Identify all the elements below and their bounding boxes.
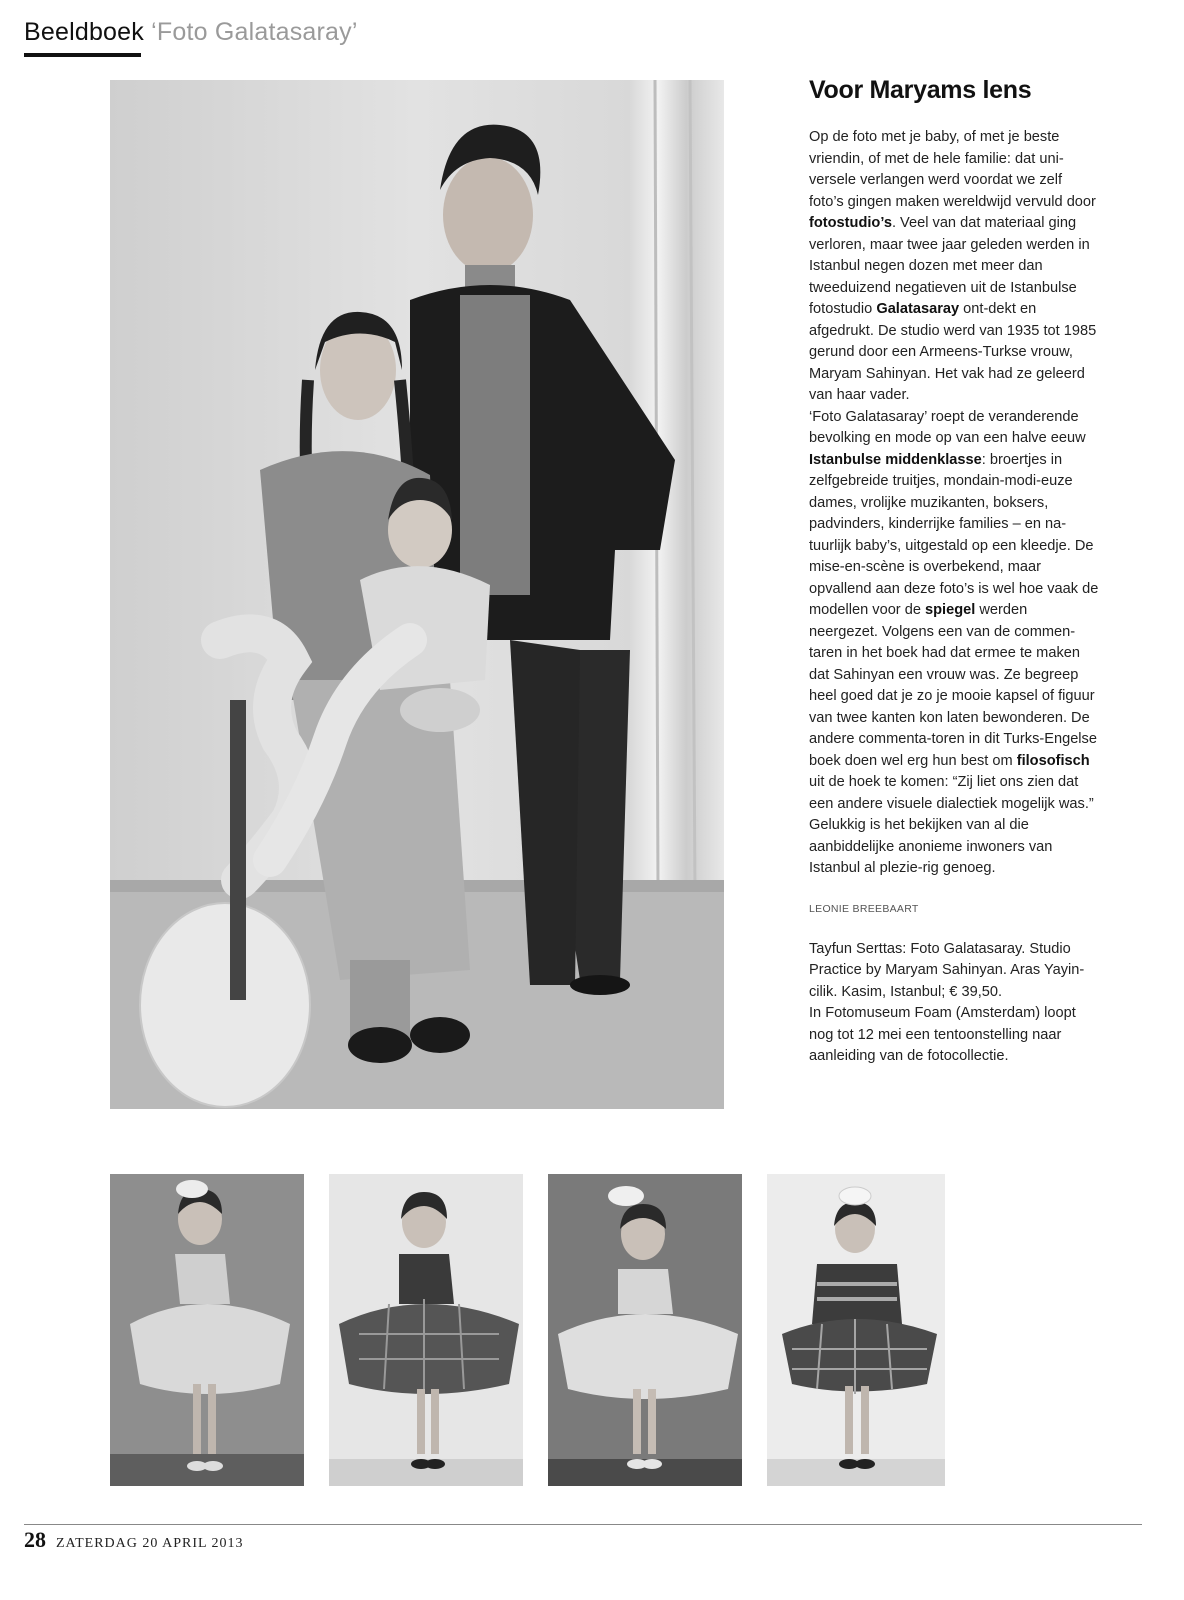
main-family-photo	[110, 80, 724, 1109]
article-highlight: fotostudio’s	[809, 215, 892, 231]
photo-girl-4	[767, 1174, 945, 1486]
section-subtitle: ‘Foto Galatasaray’	[151, 18, 358, 46]
article-byline: LEONIE BREEBAART	[809, 902, 919, 915]
footer-rule	[24, 1524, 1142, 1525]
exhibition-info-line: In Fotomuseum Foam (Amsterdam) loopt nog tot 12 mei een tentoonstelling naar aanleiding van de fotocollectie.	[809, 1005, 1076, 1064]
article-text: werden neergezet. Volgens een van de commen-taren in het boek had dat ermee te maken dat Sahinyan een vrouw was. Ze begreep heel goed dat je zo je mooie kapsel of figuur van twee kanten kon laten bewonderen. De andere commenta-toren in dit Turks-Engelse boek doen wel erg hun best om	[809, 602, 1097, 769]
article-body	[809, 127, 1099, 880]
issue-date: ZATERDAG 20 APRIL 2013	[56, 1536, 244, 1551]
article-text: ‘Foto Galatasaray’ roept de veranderende bevolking en mode op van een halve eeuw	[809, 408, 1086, 446]
section-name: Beeldboek	[24, 18, 144, 46]
book-info-line: Tayfun Serttas: Foto Galatasaray. Studio Practice by Maryam Sahinyan. Aras Yayin-cilik. Kasim, Istanbul; € 39,50.	[809, 940, 1085, 1000]
page-footer	[24, 1527, 244, 1553]
photo-girl-2	[329, 1174, 523, 1486]
article-highlight: Galatasaray	[876, 301, 960, 317]
article-text: . Veel van dat materiaal ging verloren, maar twee jaar geleden werden in Istanbul negen dozen met meer dan tweeduizend negatieven uit de Istanbulse fotostudio	[809, 215, 1090, 317]
article-title: Voor Maryams lens	[809, 76, 1032, 104]
photo-girl-3	[548, 1174, 742, 1486]
section-header	[24, 18, 358, 47]
book-info	[809, 939, 1099, 1068]
article-text: : broertjes in zelfgebreide truitjes, mondain-modi-euze dames, vrolijke muzikanten, boksers, padvinders, kinderrijke families – en na-tuurlijk baby’s, uitgestald op een kleedje. De mise-en-scène is overbekend, maar opvallend aan deze foto’s is wel hoe vaak de modellen voor de	[809, 451, 1099, 618]
article-highlight: spiegel	[925, 602, 976, 618]
girl-portrait-illustration	[110, 1174, 304, 1486]
article	[809, 76, 1099, 1068]
article-highlight: Istanbulse middenklasse	[809, 451, 982, 468]
photo-girl-1	[110, 1174, 304, 1486]
page-number: 28	[24, 1527, 46, 1552]
family-portrait-illustration	[110, 80, 724, 1109]
girl-portrait-illustration	[329, 1174, 523, 1486]
article-text: Op de foto met je baby, of met je beste vriendin, of met de hele familie: dat uni-versele verlangen werd voordat we zelf foto’s gingen maken wereldwijd vervuld door	[809, 129, 1096, 210]
girl-portrait-illustration	[767, 1174, 945, 1486]
girl-portrait-illustration	[548, 1174, 742, 1486]
article-text: uit de hoek te komen: “Zij liet ons zien dat een andere visuele dialectiek mogelijk was.” Gelukkig is het bekijken van al die aanbiddelijke anonieme inwoners van Istanbul al plezie-rig genoeg.	[809, 774, 1094, 876]
section-underline	[24, 53, 141, 57]
article-highlight: filosofisch	[1016, 752, 1090, 769]
article-text: ont-dekt en afgedrukt. De studio werd van 1935 tot 1985 gerund door een Armeens-Turkse vrouw, Maryam Sahinyan. Het vak had ze geleerd van haar vader.	[809, 301, 1097, 403]
